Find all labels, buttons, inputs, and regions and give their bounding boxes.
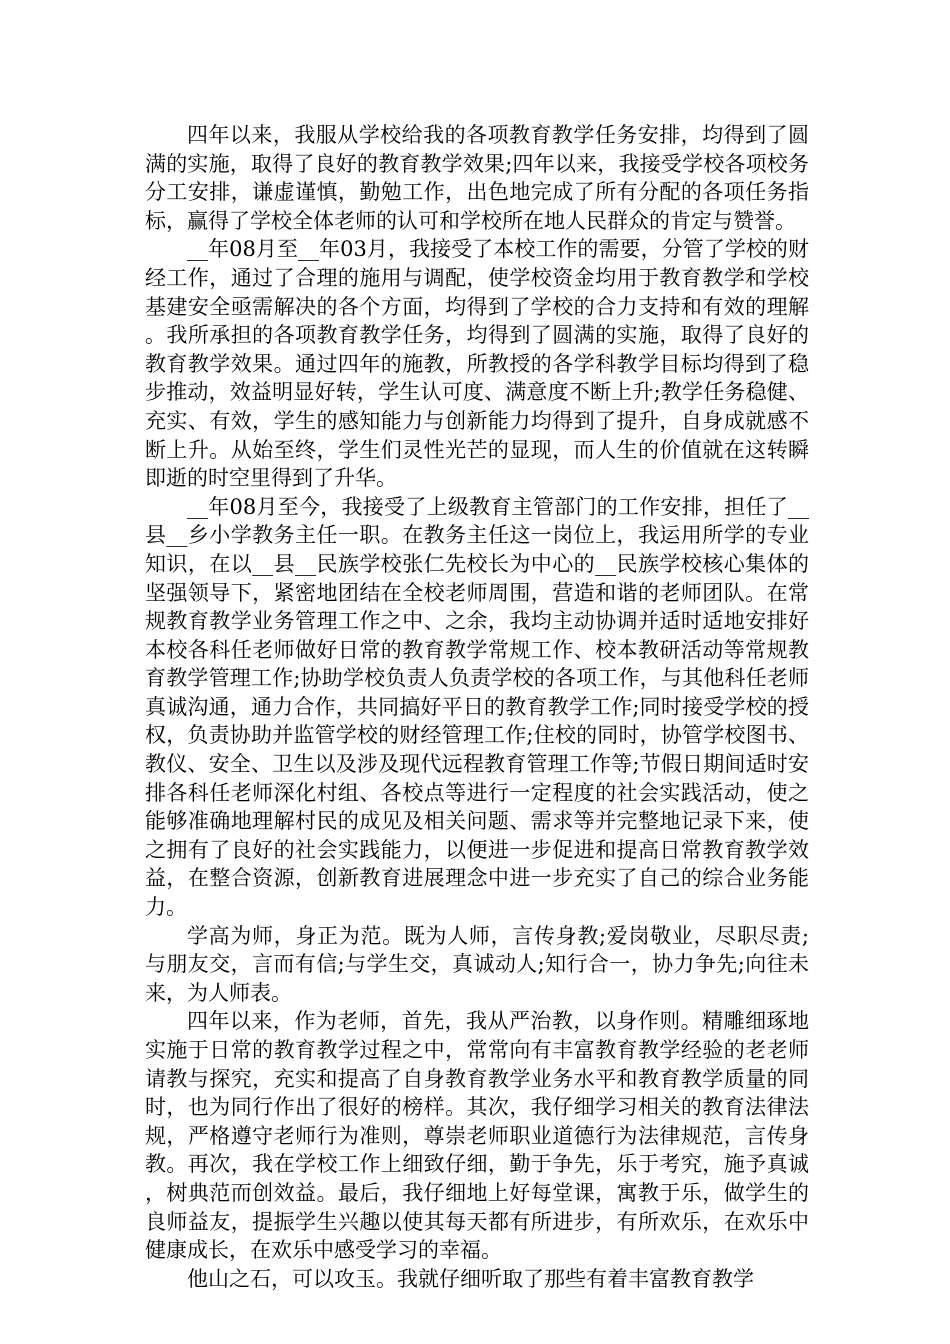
paragraph-finance-duty: __年08月至__年03月，我接受了本校工作的需要，分管了学校的财经工作，通过了合理的施用与调配，使学校资金均用于教育教学和学校基建安全亟需解决的各个方面，均得到了学校的合力支持和有效的理解。我所承担的各项教育教学任务，均得到了圆满的实施，取得了良好的教育教学效果。通过四年的施教，所教授的各学科教学目标均得到了稳步推动，效益明显好转，学生认可度、满意度不断上升;教学任务稳健、充实、有效，学生的感知能力与创新能力均得到了提升，自身成就感不断上升。从始至终，学生们灵性光芒的显现，而人生的价值就在这转瞬即逝的时空里得到了升华。 <box>145 237 809 491</box>
paragraph-academic-director: __年08月至今，我接受了上级教育主管部门的工作安排，担任了__县__乡小学教务主任一职。在教务主任这一岗位上，我运用所学的专业知识，在以__县__民族学校张仁先校长为中心的__民族学校核心集体的坚强领导下，紧密地团结在全校老师周围，营造和谐的老师团队。在常规教育教学业务管理工作之中、之余，我均主动协调并适时适地安排好本校各科任老师做好日常的教育教学常规工作、校本教研活动等常规教育教学管理工作;协助学校负责人负责学校的各项工作，与其他科任老师真诚沟通，通力合作，共同搞好平日的教育教学工作;同时接受学校的授权，负责协助并监管学校的财经管理工作;住校的同时，协管学校图书、教仪、安全、卫生以及涉及现代远程教育管理工作等;节假日期间适时安排各科任老师深化村组、各校点等进行一定程度的社会实践活动，使之能够准确地理解村民的成见及相关问题、需求等并完整地记录下来，使之拥有了良好的社会实践能力，以便进一步促进和提高日常教育教学效益，在整合资源，创新教育进展理念中进一步充实了自己的综合业务能力。 <box>145 494 809 920</box>
paragraph-teacher-motto: 学高为师，身正为范。既为人师，言传身教;爱岗敬业，尽职尽责;与朋友交，言而有信;与学生交，真诚动人;知行合一，协力争先;向往未来，为人师表。 <box>145 923 809 1005</box>
document-body <box>145 121 809 1293</box>
paragraph-service-overview: 四年以来，我服从学校给我的各项教育教学任务安排，均得到了圆满的实施，取得了良好的教育教学效果;四年以来，我接受学校各项校务分工安排，谦虚谨慎，勤勉工作，出色地完成了所有分配的各项任务指标，赢得了学校全体老师的认可和学校所在地人民群众的肯定与赞誉。 <box>145 123 809 233</box>
paragraph-teaching-conduct: 四年以来，作为老师，首先，我从严治教，以身作则。精雕细琢地实施于日常的教育教学过程之中，常常向有丰富教育教学经验的老老师请教与探究，充实和提高了自身教育教学业务水平和教育教学质量的同时，也为同行作出了很好的榜样。其次，我仔细学习相关的教育法律法规，严格遵守老师行为准则，尊崇老师职业道德行为法律规范，言传身教。再次，我在学校工作上细致仔细，勤于争先，乐于考究，施予真诚，树典范而创效益。最后，我仔细地上好每堂课，寓教于乐，做学生的良师益友，提振学生兴趣以使其每天都有所进步，有所欢乐，在欢乐中健康成长，在欢乐中感受学习的幸福。 <box>145 1009 809 1263</box>
paragraph-learning-from-others: 他山之石，可以攻玉。我就仔细听取了那些有着丰富教育教学 <box>187 1266 754 1291</box>
